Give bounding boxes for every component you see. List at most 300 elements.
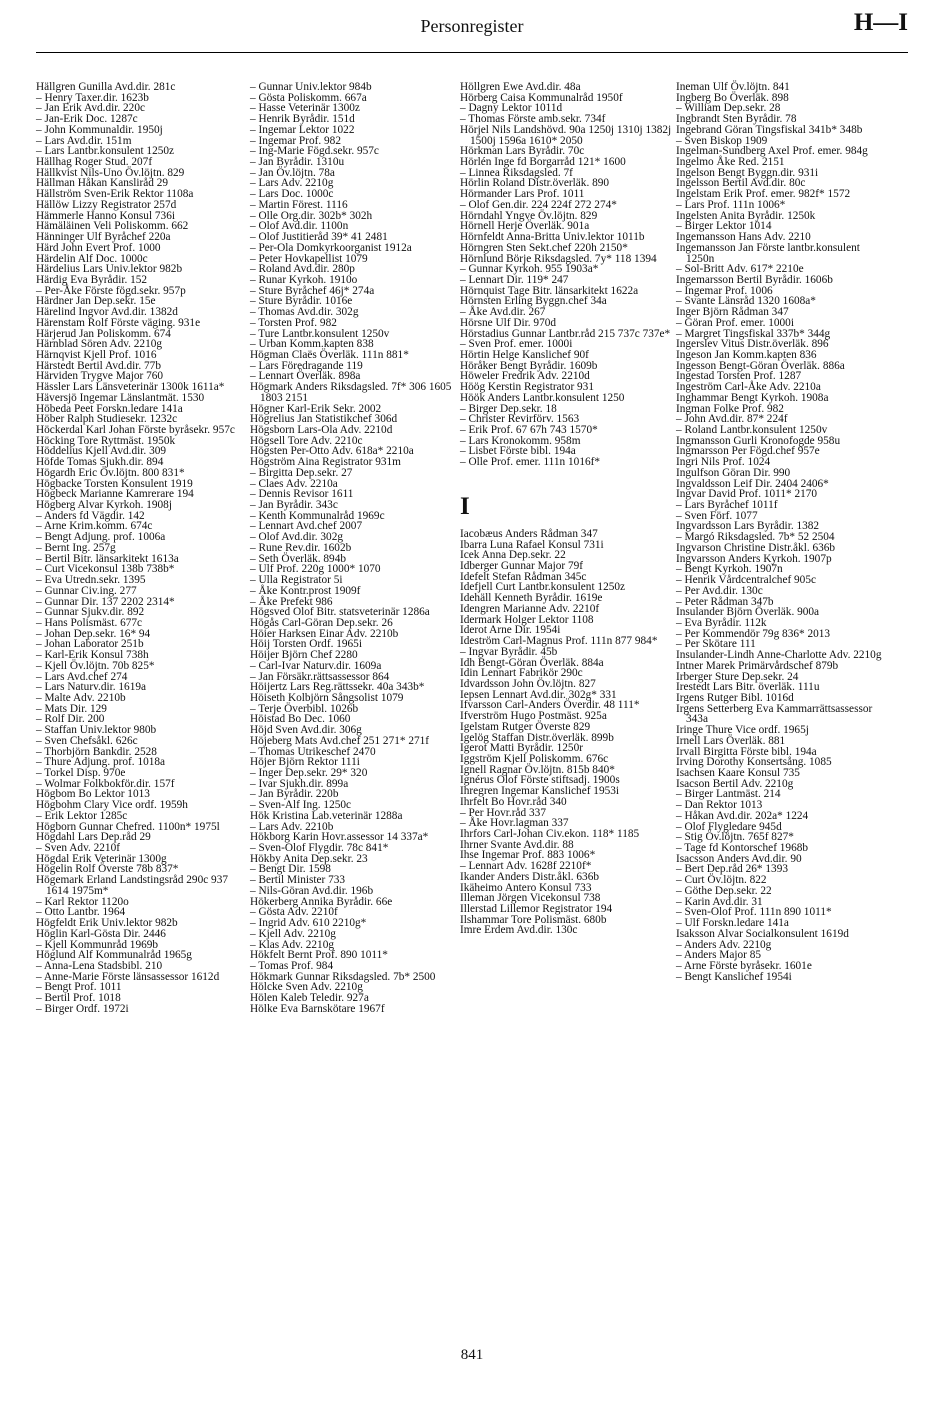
register-entry: – Thomas Förste amb.sekr. 734f [460,113,606,126]
register-entry: – Karl-Erik Konsul 738h [36,649,149,662]
register-entry: Höijertz Lars Reg.rättssekr. 40a 343b* [250,681,425,694]
page-header [36,0,908,53]
register-entry: Härd John Evert Prof. 1000 [36,241,161,254]
register-entry: – Birger Dep.sekr. 18 [460,402,557,415]
register-entry: Höber Ralph Studiesekr. 1232c [36,413,178,426]
register-entry: – Lars Kronokomm. 958m [460,434,581,447]
register-entry: Högås Carl-Göran Dep.sekr. 26 [250,616,393,629]
register-entry: Irgens Rutger Bibl. 1016d [676,691,794,704]
register-entry: Hökmark Gunnar Riksdagsled. 7b* 2500 [250,970,436,983]
register-entry: – Jan Erik Avd.dir. 220c [36,102,145,115]
register-entry: Imre Erdem Avd.dir. 130c [460,924,578,937]
register-entry: – Bertil Minister 733 [250,874,346,887]
register-entry: – Bert Dep.råd 26* 1393 [676,863,789,876]
register-entry: Illerstad Lillemor Registrator 194 [460,903,613,916]
register-entry: – Per Skötare 111 [676,638,756,651]
register-entry: Icek Anna Dep.sekr. 22 [460,549,566,562]
register-entry: – Torkel Disp. 970e [36,767,126,779]
register-entry: Härdner Jan Dep.sekr. 15e [36,295,156,308]
register-entry: Ihse Ingemar Prof. 883 1006* [460,849,596,862]
register-entry: – Thure Adjung. prof. 1018a [36,756,166,769]
register-entry: Ingemarsson Bertil Byrådir. 1606b [676,273,833,286]
register-entry: Hörjel Nils Landshövd. 90a 1250j 1310j 1382j 1500j 1596a 1610* 2050 [460,123,672,147]
register-entry: – Bengt Dir. 1598 [250,863,331,876]
register-entry: Hörngren Sten Sekt.chef 220h 2150* [460,241,628,254]
register-entry: – Ulf Prof. 220g 1000* 1070 [250,563,381,576]
column-4 [676,82,890,982]
register-entry: – Anne-Marie Förste länsassessor 1612d [36,970,220,983]
register-entry: Höglin Karl-Gösta Dir. 2446 [36,927,166,940]
register-entry: Höij Torsten Ordf. 1965i [250,638,362,651]
register-entry: – Johan Laborator 251b [36,638,144,651]
register-entry: – Lars Avd.dir. 151m [36,134,132,147]
register-entry: Iggström Kjell Poliskomm. 676c [460,752,609,765]
register-entry: Idh Bengt-Göran Överläk. 884a [460,656,604,669]
register-entry: – Lars Prof. 111n 1006* [676,198,786,211]
column-3 [460,82,674,936]
register-entry: – Åke Kontr.prost 1909f [250,584,361,597]
register-entry: – Lars Naturv.dir. 1619a [36,681,147,694]
register-entry: – Gunnar Kyrkoh. 955 1903a* [460,263,599,276]
register-entry: Idin Lennart Fabrikör 290c [460,667,583,680]
register-entry: Ingelmo Åke Red. 2151 [676,156,785,169]
register-entry: – Henrik Vårdcentralchef 905c [676,574,816,587]
register-entry: – Svante Länsråd 1320 1608a* [676,295,816,308]
register-entry: – Gunnar Civ.ing. 277 [36,584,137,597]
page-title: Personregister [420,16,524,36]
register-entry: – Sture Byrådir. 1016e [250,295,353,308]
register-entry: Ihrfelt Bo Hovr.råd 340 [460,795,567,808]
register-entry: Ingbrandt Sten Byrådir. 78 [676,113,797,126]
register-entry: Härnqvist Kjell Prof. 1016 [36,348,157,361]
register-entry: Hällman Håkan Kansliråd 29 [36,177,169,190]
register-entry: – Kjell Kommunråd 1969b [36,938,159,951]
register-entry: – Olof Gen.dir. 224 224f 272 274* [460,198,617,211]
register-entry: Intner Marek Primärvårdschef 879b [676,659,839,672]
register-entry: – Sven-Olof Flygdir. 78c 841* [250,842,389,855]
register-entry: – Per-Åke Förste fögd.sekr. 957p [36,284,186,297]
register-entry: – Ingrid Adv. 610 2210g* [250,917,367,930]
register-entry: Iderot Arne Dir. 1954i [460,624,561,637]
register-entry: Hök Kristina Lab.veterinär 1288a [250,809,403,822]
register-entry: – Per-Ola Domkyrkoorganist 1912a [250,241,412,254]
register-entry: – Sven Biskop 1909 [676,134,768,147]
register-entry: – Eva Byrådir. 112k [676,616,767,629]
register-entry: Högmark Anders Riksdagsled. 7f* 306 1605 1803 2151 [250,381,452,404]
register-entry: – Kjell Adv. 2210g [250,927,336,940]
register-entry: Högsell Tore Adv. 2210c [250,434,363,447]
register-entry: – Gunnar Sjukv.dir. 892 [36,606,145,619]
register-entry: Ignérus Olof Förste stiftsadj. 1900s [460,774,620,787]
register-entry: – Carl-Ivar Naturv.dir. 1609a [250,659,382,672]
register-entry: Höistad Bo Dec. 1060 [250,713,351,726]
register-entry: Igerot Matti Byrådir. 1250r [460,742,583,755]
register-entry: – Bernt Ing. 257g [36,541,116,554]
register-entry: – Ulf Forskn.ledare 141a [676,917,789,930]
register-entry: Hällström Sven-Erik Rektor 1108a [36,188,194,201]
register-entry: Isacsson Anders Avd.dir. 90 [676,852,802,865]
register-entry: Hörlén Inge fd Borgarråd 121* 1600 [460,156,626,169]
register-entry: Idvardsson John Öv.löjtn. 827 [460,677,596,690]
register-entry: Hörmander Lars Prof. 1011 [460,188,585,201]
register-entry: – Gösta Poliskomm. 667a [250,91,367,104]
register-entry: – Runar Kyrkoh. 1910o [250,273,358,286]
register-entry: – Thomas Utrikeschef 2470 [250,745,376,758]
register-entry: Höfde Tomas Sjukh.dir. 894 [36,456,164,469]
register-entry: – Linnea Riksdagsled. 7f [460,166,573,179]
register-entry: – Ulla Registrator 5i [250,574,343,587]
register-entry: Höråker Bengt Byrådir. 1609b [460,359,598,372]
register-entry: Högsved Olof Bitr. statsveterinär 1286a [250,606,430,619]
register-entry: – Lennart Överläk. 898a [250,370,361,383]
register-entry: Ingman Folke Prof. 982 [676,402,784,415]
register-entry: – Klas Adv. 2210g [250,938,334,951]
register-entry: – Bertil Prof. 1018 [36,992,121,1005]
register-entry: Höckerdal Karl Johan Förste byråsekr. 957c [36,424,235,436]
register-entry: Höjeberg Mats Avd.chef 251 271* 271f [250,734,430,747]
register-entry: Irnell Lars Överläk. 881 [676,734,786,747]
register-entry: – Bengt Adjung. prof. 1006a [36,531,166,544]
register-entry: Hällhag Roger Stud. 207f [36,156,153,169]
register-entry: Högrelius Jan Statistikchef 306d [250,413,398,426]
register-entry: Hörnell Herje Överläk. 901a [460,220,590,233]
register-entry: Idermark Holger Lektor 1108 [460,613,594,626]
register-entry: – Erik Prof. 67 67h 743 1570* [460,424,598,436]
register-entry: Höijer Björn Chef 2280 [250,649,358,662]
register-entry: Idefelt Stefan Rådman 345c [460,570,587,583]
register-entry: – Sven Prof. emer. 1000i [460,338,573,351]
register-entry: – Göthe Dep.sekr. 22 [676,884,772,897]
register-entry: – Christer Revirförv. 1563 [460,413,580,426]
register-entry: Hörtin Helge Kanslichef 90f [460,348,589,361]
register-entry: – Bengt Kyrkoh. 1907n [676,563,783,576]
register-entry: Högbeck Marianne Kamrerare 194 [36,488,194,501]
register-entry: Irgens Setterberg Eva Kammarrättsassessor 343a [676,702,873,726]
register-entry: Ingemansson Jan Förste lantbr.konsulent 1250n [676,241,860,265]
register-entry: – Dagny Lektor 1011d [460,102,563,115]
register-entry: Idberger Gunnar Major 79f [460,560,584,573]
register-entry: Härnblad Sören Adv. 2210g [36,338,163,351]
register-entry: Högborn Gunnar Chefred. 1100n* 1975l [36,820,220,833]
register-entry: Ingulfson Göran Dir. 990 [676,466,791,479]
register-entry: – Rolf Dir. 200 [36,713,105,726]
register-entry: Iepsen Lennart Avd.dir. 302g* 331 [460,688,617,701]
register-entry: – Olof Avd.dir. 1100n [250,220,349,233]
register-entry: Hörlin Roland Distr.överläk. 890 [460,177,610,190]
register-entry: Inger Björn Rådman 347 [676,306,789,319]
register-entry: Ingmansson Gurli Kronofogde 958u [676,434,841,447]
register-entry: Ineman Ulf Öv.löjtn. 841 [676,81,790,93]
register-entry: Ingvaldsson Leif Dir. 2404 2406* [676,477,829,490]
register-entry: – William Dep.sekr. 28 [676,102,781,115]
section-letter-heading: I [460,492,470,520]
register-entry: – Ivar Sjukh.dir. 899a [250,777,349,790]
register-entry: – Birgitta Dep.sekr. 27 [250,466,353,479]
register-entry: – Göran Prof. emer. 1000i [676,316,794,329]
register-entry: – Sven Adv. 2210f [36,842,120,855]
register-entry: – Per Kommendör 79g 836* 2013 [676,627,831,640]
register-entry: – Ingvar Byrådir. 45b [460,645,558,658]
register-entry: Härstedt Bertil Avd.dir. 77b [36,359,161,372]
register-entry: – Olof Flygledare 945d [676,820,782,833]
register-entry: – Mats Dir. 129 [36,702,107,715]
register-entry: – Håkan Avd.dir. 202a* 1224 [676,809,809,822]
register-entry: – Ing-Marie Fögd.sekr. 957c [250,145,379,158]
register-entry: – Gunnar Univ.lektor 984b [250,81,372,93]
column-1 [36,82,250,1015]
register-entry: – Lars Doc. 1000c [250,188,334,201]
register-entry: Ifvarsson Carl-Anders Överdir. 48 111* [460,699,640,712]
register-entry: Hörberg Caisa Kommunalråd 1950f [460,91,623,104]
register-entry: – Lennart Adv. 1628f 2210f* [460,860,592,873]
register-entry: Hökerberg Annika Byrådir. 66e [250,895,393,908]
register-entry: Hällgren Gunilla Avd.dir. 281c [36,81,176,93]
register-entry: Idehäll Kenneth Byrådir. 1619e [460,592,603,605]
register-entry: – Tomas Prof. 984 [250,959,334,972]
register-entry: Hörndahl Yngve Öv.löjtn. 829 [460,209,598,222]
register-entry: Högbohm Clary Vice ordf. 1959h [36,799,188,812]
register-entry: – Ingemar Prof. 1006 [676,284,773,297]
register-entry: Högner Karl-Erik Sekr. 2002 [250,402,382,415]
register-entry: – Jan Byrådir. 1310u [250,156,345,169]
register-entry: – Lars Adv. 2210g [250,177,334,190]
register-entry: Hörsne Ulf Dir. 970d [460,316,557,329]
register-entry: Ingelstam Erik Prof. emer. 982f* 1572 [676,188,851,201]
register-entry: Ideström Carl-Magnus Prof. 111n 877 984* [460,635,658,648]
register-entry: – Jan-Erik Doc. 1287c [36,113,138,126]
register-entry: Hökborg Karin Hovr.assessor 14 337a* [250,831,429,844]
register-entry: Ingebrand Göran Tingsfiskal 341b* 348b [676,123,863,136]
register-entry: Höjd Sven Avd.dir. 306g [250,724,362,737]
register-entry: – Per Avd.dir. 130c [676,584,763,597]
register-entry: – Birger Lantmäst. 214 [676,788,781,801]
register-entry: Ingeström Carl-Åke Adv. 2210a [676,381,821,394]
register-entry: – Otto Lantbr. 1964 [36,906,126,919]
register-entry: Ingelsson Bertil Avd.dir. 80c [676,177,806,190]
register-entry: Irving Dorothy Konsertsång. 1085 [676,756,832,769]
register-entry: Ilshammar Tore Polismäst. 680b [460,913,607,926]
register-entry: Högström Aina Registrator 931m [250,456,401,469]
register-entry: – Arne Förste byråsekr. 1601e [676,959,812,972]
register-entry: – Bengt Prof. 1011 [36,981,122,994]
register-entry: Härelind Ingvor Avd.dir. 1382d [36,306,178,319]
register-entry: Högemark Erland Landstingsråd 290c 937 1614 1975m* [36,874,228,897]
register-entry: – Bengt Kanslichef 1954i [676,970,792,983]
register-entry: – Anders fd Vägdir. 142 [36,509,145,522]
register-entry: Ingelson Bengt Byggn.dir. 931i [676,166,819,179]
register-entry: Ingestad Torsten Prof. 1287 [676,370,802,383]
register-entry: Iringe Thure Vice ordf. 1965j [676,724,809,737]
register-entry: – Lennart Avd.chef 2007 [250,520,363,533]
register-entry: Hällöw Lizzy Registrator 257d [36,198,177,211]
register-entry: Ingberg Bo Överläk. 898 [676,91,789,104]
register-entry: Ifverström Hugo Postmäst. 925a [460,710,607,723]
register-entry: – Curt Öv.löjtn. 822 [676,874,767,887]
register-entry: – Johan Dep.sekr. 16* 94 [36,627,151,640]
register-entry: Isacson Bertil Adv. 2210g [676,777,794,790]
register-entry: Hässler Lars Länsveterinär 1300k 1611a* [36,381,225,394]
register-entry: Hölke Eva Barnskötare 1967f [250,1002,385,1015]
register-entry: – Anders Major 85 [676,949,762,962]
register-entry: – Dan Rektor 1013 [676,799,763,812]
register-entry: – Anna-Lena Stadsbibl. 210 [36,959,163,972]
register-entry: Hämmerle Hanno Konsul 736i [36,209,175,222]
register-entry: – Curt Vicekonsul 138b 738b* [36,563,175,576]
register-entry: Idefjell Curt Lantbr.konsulent 1250z [460,581,626,594]
register-entry: Inghammar Bengt Kyrkoh. 1908a [676,391,829,404]
register-entry: – Henrik Byrådir. 151d [250,113,355,126]
register-entry: – Seth Överläk. 894b [250,552,347,565]
register-entry: – Malte Adv. 2210b [36,691,126,704]
register-entry: – Olof Justitieråd 39* 41 2481 [250,231,388,244]
register-entry: – Sven-Olof Prof. 111n 890 1011* [676,906,832,919]
register-entry: – Sture Byråchef 46j* 274a [250,284,375,297]
register-entry: – Claes Adv. 2210a [250,477,338,490]
register-entry: – Sven Förf. 1077 [676,509,758,522]
register-entry: Höier Harksen Einar Adv. 2210b [250,627,399,640]
register-entry: – Jan Byrådir. 343c [250,499,338,512]
register-entry: Ingmarsson Per Fögd.chef 957e [676,445,820,458]
register-entry: Höök Anders Lantbr.konsulent 1250 [460,391,625,404]
register-entry: – Ingemar Lektor 1022 [250,123,355,136]
register-entry: – Ture Lantbr.konsulent 1250v [250,327,390,340]
register-entry: Högdahl Lars Dep.råd 29 [36,831,151,844]
register-entry: – Roland Avd.dir. 280p [250,263,355,276]
register-entry: – Hasse Veterinär 1300z [250,102,360,115]
register-entry: Höbeda Peet Forskn.ledare 141a [36,402,183,415]
register-entry: – Erik Lektor 1285c [36,809,128,822]
register-entry: – Olof Avd.dir. 302g [250,531,343,544]
register-entry: – Åke Prefekt 986 [250,595,333,608]
register-entry: – Lisbet Förste bibl. 194a [460,445,576,458]
register-entry: Högbacke Torsten Konsulent 1919 [36,477,193,490]
register-entry: Hökfelt Bernt Prof. 890 1011* [250,949,388,962]
register-entry: – Per Hovr.råd 337 [460,806,546,819]
page-number: 841 [460,1347,484,1363]
section-range: H—I [853,9,908,36]
register-entry: – Thomas Avd.dir. 302g [250,306,359,319]
register-entry: Ingemansson Hans Adv. 2210 [676,231,811,244]
register-entry: Häversjö Ingemar Länslantmät. 1530 [36,391,205,404]
register-entry: – Eva Utredn.sekr. 1395 [36,574,146,587]
register-entry: Hörnfeldt Anna-Britta Univ.lektor 1011b [460,231,645,244]
register-entry: – Roland Lantbr.konsulent 1250v [676,424,828,436]
register-entry: Härdig Eva Byrådir. 152 [36,273,148,286]
register-entry: Ingvardsson Lars Byrådir. 1382 [676,520,820,533]
register-entry: – Arne Krim.komm. 674c [36,520,153,533]
register-entry: Hänninger Ulf Byråchef 220a [36,231,171,244]
register-entry: Illeman Jörgen Vicekonsul 738 [460,892,601,905]
register-entry: Hällkvist Nils-Uno Öv.löjtn. 829 [36,166,185,179]
register-entry: Hörnquist Tage Bitr. länsarkitekt 1622a [460,284,639,297]
register-entry: Högfeldt Erik Univ.lektor 982b [36,917,178,930]
register-entry: Ihrner Svante Avd.dir. 88 [460,838,574,851]
register-entry: – Lars Föredragande 119 [250,359,363,372]
register-entry: Höweler Fredrik Adv. 2210d [460,370,590,383]
register-entry: – Jan Byrådir. 220b [250,788,339,801]
register-entry: – Sven-Alf Ing. 1250c [250,799,352,812]
register-entry: Insulander Björn Överläk. 900a [676,606,820,619]
register-entry: – Lars Lantbr.konsulent 1250z [36,145,175,158]
register-entry: Isachsen Kaare Konsul 735 [676,767,800,779]
register-entry: – Ingemar Prof. 982 [250,134,341,147]
register-entry: – John Avd.dir. 87* 224f [676,413,788,426]
register-entry: Ingelman-Sundberg Axel Prof. emer. 984g [676,145,868,158]
register-entry: – Terje Överbibl. 1026b [250,702,359,715]
register-entry: Härdelin Alf Doc. 1000c [36,252,148,265]
register-entry: Höddelius Kjell Avd.dir. 309 [36,445,167,458]
register-entry: Ibarra Luna Rafael Konsul 731i [460,538,604,551]
register-entry: Höglund Alf Kommunalråd 1965g [36,949,192,962]
register-entry: – Torsten Prof. 982 [250,316,337,329]
register-entry: – Margret Tingsfiskal 337b* 344g [676,327,831,340]
register-entry: Ingeson Jan Komm.kapten 836 [676,348,817,361]
register-entry: Irberger Sture Dep.sekr. 24 [676,670,799,683]
register-entry: – Gunnar Dir. 137 2202 2314* [36,595,175,608]
register-entry: Härjerud Jan Poliskomm. 674 [36,327,171,340]
register-entry: Igelstam Rutger Överste 829 [460,720,591,733]
register-entry: Högardh Eric Öv.löjtn. 800 831* [36,466,185,479]
register-entry: – Jan Öv.löjtn. 78a [250,166,335,179]
register-entry: – Kjell Öv.löjtn. 70b 825* [36,659,155,672]
register-entry: Högsten Per-Otto Adv. 618a* 2210a [250,445,414,458]
register-entry: – Staffan Univ.lektor 980b [36,724,157,737]
register-entry: Härdelius Lars Univ.lektor 982b [36,263,183,276]
register-entry: Hörstadius Gunnar Lantbr.råd 215 737c 737e* [460,327,671,340]
register-entry: Ingesson Bengt-Göran Överläk. 886a [676,359,845,372]
register-entry: – Wolmar Folkbokför.dir. 157f [36,777,175,790]
register-entry: Ignell Ragnar Öv.löjtn. 815b 840* [460,763,615,776]
register-entry: Idengren Marianne Adv. 2210f [460,602,600,615]
register-entry: Ihrfors Carl-Johan Civ.ekon. 118* 1185 [460,828,640,840]
register-entry: – Anders Adv. 2210g [676,938,772,951]
register-entry: – Lars Adv. 2210b [250,820,334,833]
register-entry: Hökby Anita Dep.sekr. 23 [250,852,368,865]
register-entry: Insulander-Lindh Anne-Charlotte Adv. 2210g [676,649,882,662]
column-2 [250,82,464,1015]
register-entry: Ingerslev Vitus Distr.överläk. 896 [676,338,829,351]
register-entry: – Inger Dep.sekr. 29* 320 [250,767,368,779]
register-entry: – Lars Avd.chef 274 [36,670,128,683]
register-entry: Iacobæus Anders Rådman 347 [460,527,598,540]
register-entry: – Birger Lektor 1014 [676,220,772,233]
register-entry: – Tage fd Kontorschef 1968b [676,842,809,855]
register-entry: Ingvar David Prof. 1011* 2170 [676,488,818,501]
register-entry: – John Kommunaldir. 1950j [36,123,163,136]
register-entry: – Bertil Bitr. länsarkitekt 1613a [36,552,179,565]
register-entry: Irvall Birgitta Förste bibl. 194a [676,745,817,758]
register-entry: Högelin Rolf Överste 78b 837* [36,863,179,876]
register-entry: – Lars Byråchef 1011f [676,499,778,512]
register-entry: – Olle Org.dir. 302b* 302h [250,209,373,222]
register-entry: – Urban Komm.kapten 838 [250,338,374,351]
register-entry: Hölcke Sven Adv. 2210g [250,981,363,994]
register-entry: Höög Kerstin Registrator 931 [460,381,594,394]
register-entry: – Karl Rektor 1120o [36,895,129,908]
register-entry: – Kenth Kommunalråd 1969c [250,509,385,522]
register-entry: Isaksson Alvar Socialkonsulent 1619d [676,927,849,940]
register-entry: – Åke Avd.dir. 267 [460,306,546,319]
register-entry: Höllgren Ewe Avd.dir. 48a [460,81,581,93]
register-entry: – Olle Prof. emer. 111n 1016f* [460,456,601,469]
register-entry: – Sven Chefsåkl. 626c [36,734,138,747]
register-entry: – Margó Riksdagsled. 7b* 52 2504 [676,531,835,544]
register-entry: Högdal Erik Veterinär 1300g [36,852,167,865]
register-entry: – Birger Ordf. 1972i [36,1002,129,1015]
register-entry: Högberg Alvar Kyrkoh. 1908j [36,499,172,512]
register-entry: Ingvarsson Anders Kyrkoh. 1907p [676,552,832,565]
register-entry: – Gösta Adv. 2210f [250,906,338,919]
